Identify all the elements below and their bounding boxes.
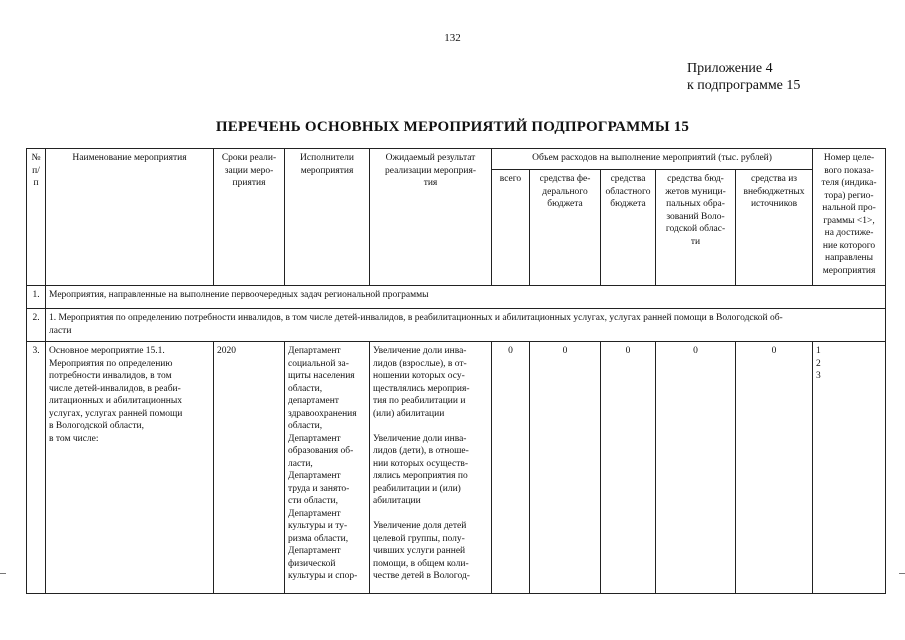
row-3-extra: 0	[736, 342, 813, 594]
appendix-line-2: к подпрограмме 15	[687, 78, 801, 93]
table-row	[27, 309, 886, 342]
row-1-text: Мероприятия, направленные на выполнение первоочередных задач региональной программы	[46, 286, 886, 309]
header-num: № п/п	[27, 149, 46, 286]
table-row	[27, 342, 886, 594]
row-3-executors: Департамент социальной за- щиты населения области, департамент здравоохранения области, Департамент образования об- ласти, Департамент труда и занято- сти области, Департамент культуры и ту- ризма области, Департамент физической культуры и спор-	[285, 342, 370, 594]
appendix-line-1: Приложение 4	[687, 61, 773, 76]
measures-table	[26, 148, 886, 594]
right-margin-mark	[899, 573, 905, 574]
header-federal: средства фе- дерального бюджета	[530, 170, 601, 286]
table-row	[27, 286, 886, 309]
appendix-label	[687, 60, 800, 94]
header-extra: средства из внебюджетных источников	[736, 170, 813, 286]
header-municipal: средства бюд- жетов муници- пальных обра- зований Воло- годской облас- ти	[656, 170, 736, 286]
table-header-row	[27, 149, 886, 170]
header-name: Наименование мероприятия	[46, 149, 214, 286]
row-3-terms: 2020	[214, 342, 285, 594]
header-executors: Исполнители мероприятия	[285, 149, 370, 286]
header-result: Ожидаемый результат реализации мероприя- тия	[370, 149, 492, 286]
row-3-federal: 0	[530, 342, 601, 594]
header-volume: Объем расходов на выполнение мероприятий (тыс. рублей)	[492, 149, 813, 170]
page-number: 132	[444, 32, 461, 44]
header-indicator: Номер целе- вого показа- теля (индика- тора) регио- нальной про- граммы <1>, на достиже- ние которого направлены мероприятия	[813, 149, 886, 286]
row-3-total: 0	[492, 342, 530, 594]
row-2-num: 2.	[27, 309, 46, 342]
row-3-num: 3.	[27, 342, 46, 594]
row-1-num: 1.	[27, 286, 46, 309]
row-3-municipal: 0	[656, 342, 736, 594]
header-regional: средства областного бюджета	[601, 170, 656, 286]
header-total: всего	[492, 170, 530, 286]
document-title: ПЕРЕЧЕНЬ ОСНОВНЫХ МЕРОПРИЯТИЙ ПОДПРОГРАММЫ 15	[215, 119, 690, 135]
row-3-indicators: 1 2 3	[813, 342, 886, 594]
row-3-result: Увеличение доли инва- лидов (взрослые), в от- ношении которых осу- ществлялись мероприя- тия по реабилитации и (или) абилитации Увеличение доли инва- лидов (дети), в отноше- нии которых осуществ- лялись мероприятия по реабилитации и (или) абилитации Увеличение доля детей целевой группы, полу- чивших услуги ранней помощи, в общем коли- честве детей в Вологод-	[370, 342, 492, 594]
row-3-name: Основное мероприятие 15.1. Мероприятия по определению потребности инвалидов, в том числе детей-инвалидов, в реаби- литационных и абилитационных услугах, услугах ранней помощи в Вологодской области, в том числе:	[46, 342, 214, 594]
header-terms: Сроки реали- зации меро- приятия	[214, 149, 285, 286]
left-margin-mark	[0, 573, 6, 574]
row-2-text: 1. Мероприятия по определению потребности инвалидов, в том числе детей-инвалидов, в реабилитационных и абилитационных услугах, услугах ранней помощи в Вологодской об- ласти	[46, 309, 886, 342]
row-3-regional: 0	[601, 342, 656, 594]
